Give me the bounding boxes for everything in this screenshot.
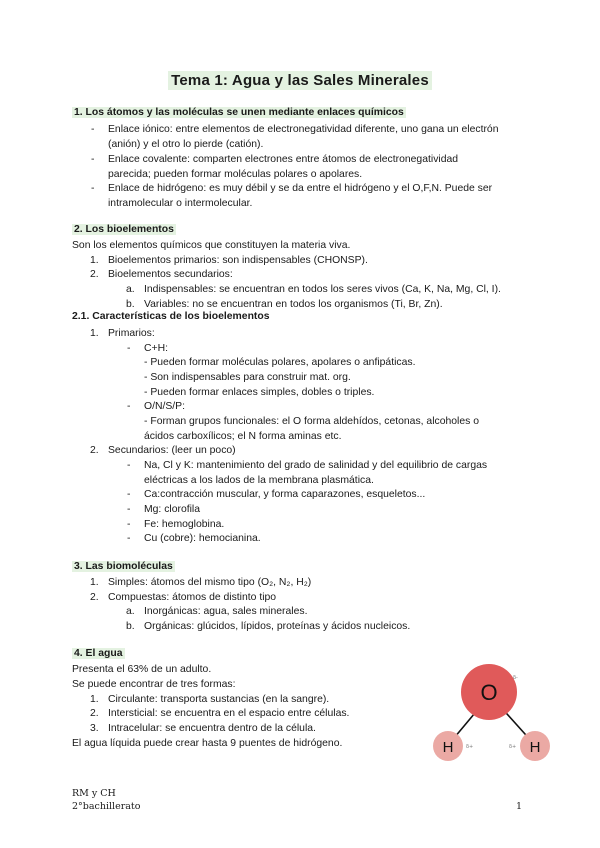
section-4-heading: 4. El agua: [74, 648, 123, 659]
s21-ch-3: - Pueden formar enlaces simples, dobles o triples.: [144, 387, 375, 398]
footer-author: RM y CH: [72, 788, 116, 799]
bullet-dash: -: [127, 489, 131, 500]
list-number: 2.: [90, 592, 99, 603]
section-2-heading: 2. Los bioelementos: [74, 224, 174, 235]
bullet-dash: -: [127, 533, 131, 544]
s2-intro: Son los elementos químicos que constituyen la materia viva.: [72, 240, 351, 251]
bullet-dash: -: [127, 460, 131, 471]
s21-ch: C+H:: [144, 343, 168, 354]
s21-cu: Cu (cobre): hemocianina.: [144, 533, 261, 544]
section-3-heading: 3. Las biomoléculas: [74, 561, 173, 572]
s1-item3-line1: Enlace de hidrógeno: es muy débil y se da entre el hidrógeno y el O,F,N. Puede ser: [108, 183, 493, 194]
bullet-dash: -: [127, 504, 131, 515]
s21-mg: Mg: clorofila: [144, 504, 201, 515]
s21-onsp-1: - Forman grupos funcionales: el O forma aldehídos, cetonas, alcoholes o: [144, 416, 479, 427]
s3-simples: Simples: átomos del mismo tipo (O₂, N₂, H₂): [108, 577, 312, 588]
s3-compuestas: Compuestas: átomos de distinto tipo: [108, 592, 277, 603]
hydrogen-label: H: [529, 739, 541, 756]
s4-p2: Se puede encontrar de tres formas:: [72, 679, 236, 690]
s21-secundarios: Secundarios: (leer un poco): [108, 445, 236, 456]
hydrogen-charge-label: δ+: [466, 744, 474, 750]
s1-item1-line1: Enlace iónico: entre elementos de electronegatividad diferente, uno gana un electrón: [108, 124, 499, 135]
bullet-dash: -: [91, 183, 95, 194]
list-number: 1.: [90, 694, 99, 705]
list-letter: b.: [126, 299, 135, 310]
bullet-dash: -: [127, 519, 131, 530]
list-number: 2.: [90, 708, 99, 719]
s3-b: Orgánicas: glúcidos, lípidos, proteínas y ácidos nucleicos.: [144, 621, 411, 632]
s4-p3: El agua líquida puede crear hasta 9 puentes de hidrógeno.: [72, 738, 343, 749]
s21-na-2: eléctricas a los lados de la membrana plasmática.: [144, 475, 374, 486]
hydrogen-charge-label: δ+: [509, 744, 517, 750]
page-title: Tema 1: Agua y las Sales Minerales: [0, 72, 600, 89]
s21-ca: Ca:contracción muscular, y forma caparazones, esqueletos...: [144, 489, 426, 500]
s21-onsp-2: ácidos carboxílicos; el N forma aminas etc.: [144, 431, 342, 442]
list-number: 3.: [90, 723, 99, 734]
footer-course: 2°bachillerato: [72, 801, 141, 812]
section-1-heading: 1. Los átomos y las moléculas se unen mediante enlaces químicos: [74, 107, 404, 118]
oxygen-charge-label: δ-: [513, 675, 518, 681]
s21-na-1: Na, Cl y K: mantenimiento del grado de salinidad y del equilibrio de cargas: [144, 460, 488, 471]
s21-onsp: O/N/S/P:: [144, 401, 185, 412]
list-number: 2.: [90, 269, 99, 280]
bullet-dash: -: [91, 154, 95, 165]
s2-item2b: Variables: no se encuentran en todos los organismos (Ti, Br, Zn).: [144, 299, 443, 310]
list-number: 1.: [90, 577, 99, 588]
s2-item2a: Indispensables: se encuentran en todos los seres vivos (Ca, K, Na, Mg, Cl, I).: [144, 284, 501, 295]
s2-item2: Bioelementos secundarios:: [108, 269, 233, 280]
section-2-1-heading: 2.1. Características de los bioelementos: [72, 311, 270, 322]
s21-ch-1: - Pueden formar moléculas polares, apolares o anfipáticas.: [144, 357, 416, 368]
list-number: 1.: [90, 255, 99, 266]
s21-primarios: Primarios:: [108, 328, 155, 339]
s1-item2-line1: Enlace covalente: comparten electrones entre átomos de electronegatividad: [108, 154, 459, 165]
list-letter: a.: [126, 284, 135, 295]
s3-a: Inorgánicas: agua, sales minerales.: [144, 606, 308, 617]
s1-item2-line2: parecida; pueden formar moléculas polares o apolares.: [108, 169, 363, 180]
s4-i3: Intracelular: se encuentra dentro de la célula.: [108, 723, 316, 734]
s21-fe: Fe: hemoglobina.: [144, 519, 225, 530]
bullet-dash: -: [127, 343, 131, 354]
list-number: 2.: [90, 445, 99, 456]
oxygen-label: O: [480, 680, 498, 705]
bullet-dash: -: [91, 124, 95, 135]
s1-item3-line2: intramolecular o intermolecular.: [108, 198, 253, 209]
s21-ch-2: - Son indispensables para construir mat. org.: [144, 372, 351, 383]
list-letter: b.: [126, 621, 135, 632]
page-number: 1: [516, 801, 523, 812]
hydrogen-label: H: [442, 739, 454, 756]
s4-i1: Circulante: transporta sustancias (en la sangre).: [108, 694, 330, 705]
list-letter: a.: [126, 606, 135, 617]
s4-i2: Intersticial: se encuentra en el espacio entre células.: [108, 708, 350, 719]
s1-item1-line2: (anión) y el otro lo pierde (catión).: [108, 139, 264, 150]
list-number: 1.: [90, 328, 99, 339]
s4-p1: Presenta el 63% de un adulto.: [72, 664, 212, 675]
s2-item1: Bioelementos primarios: son indispensables (CHONSP).: [108, 255, 368, 266]
bullet-dash: -: [127, 401, 131, 412]
